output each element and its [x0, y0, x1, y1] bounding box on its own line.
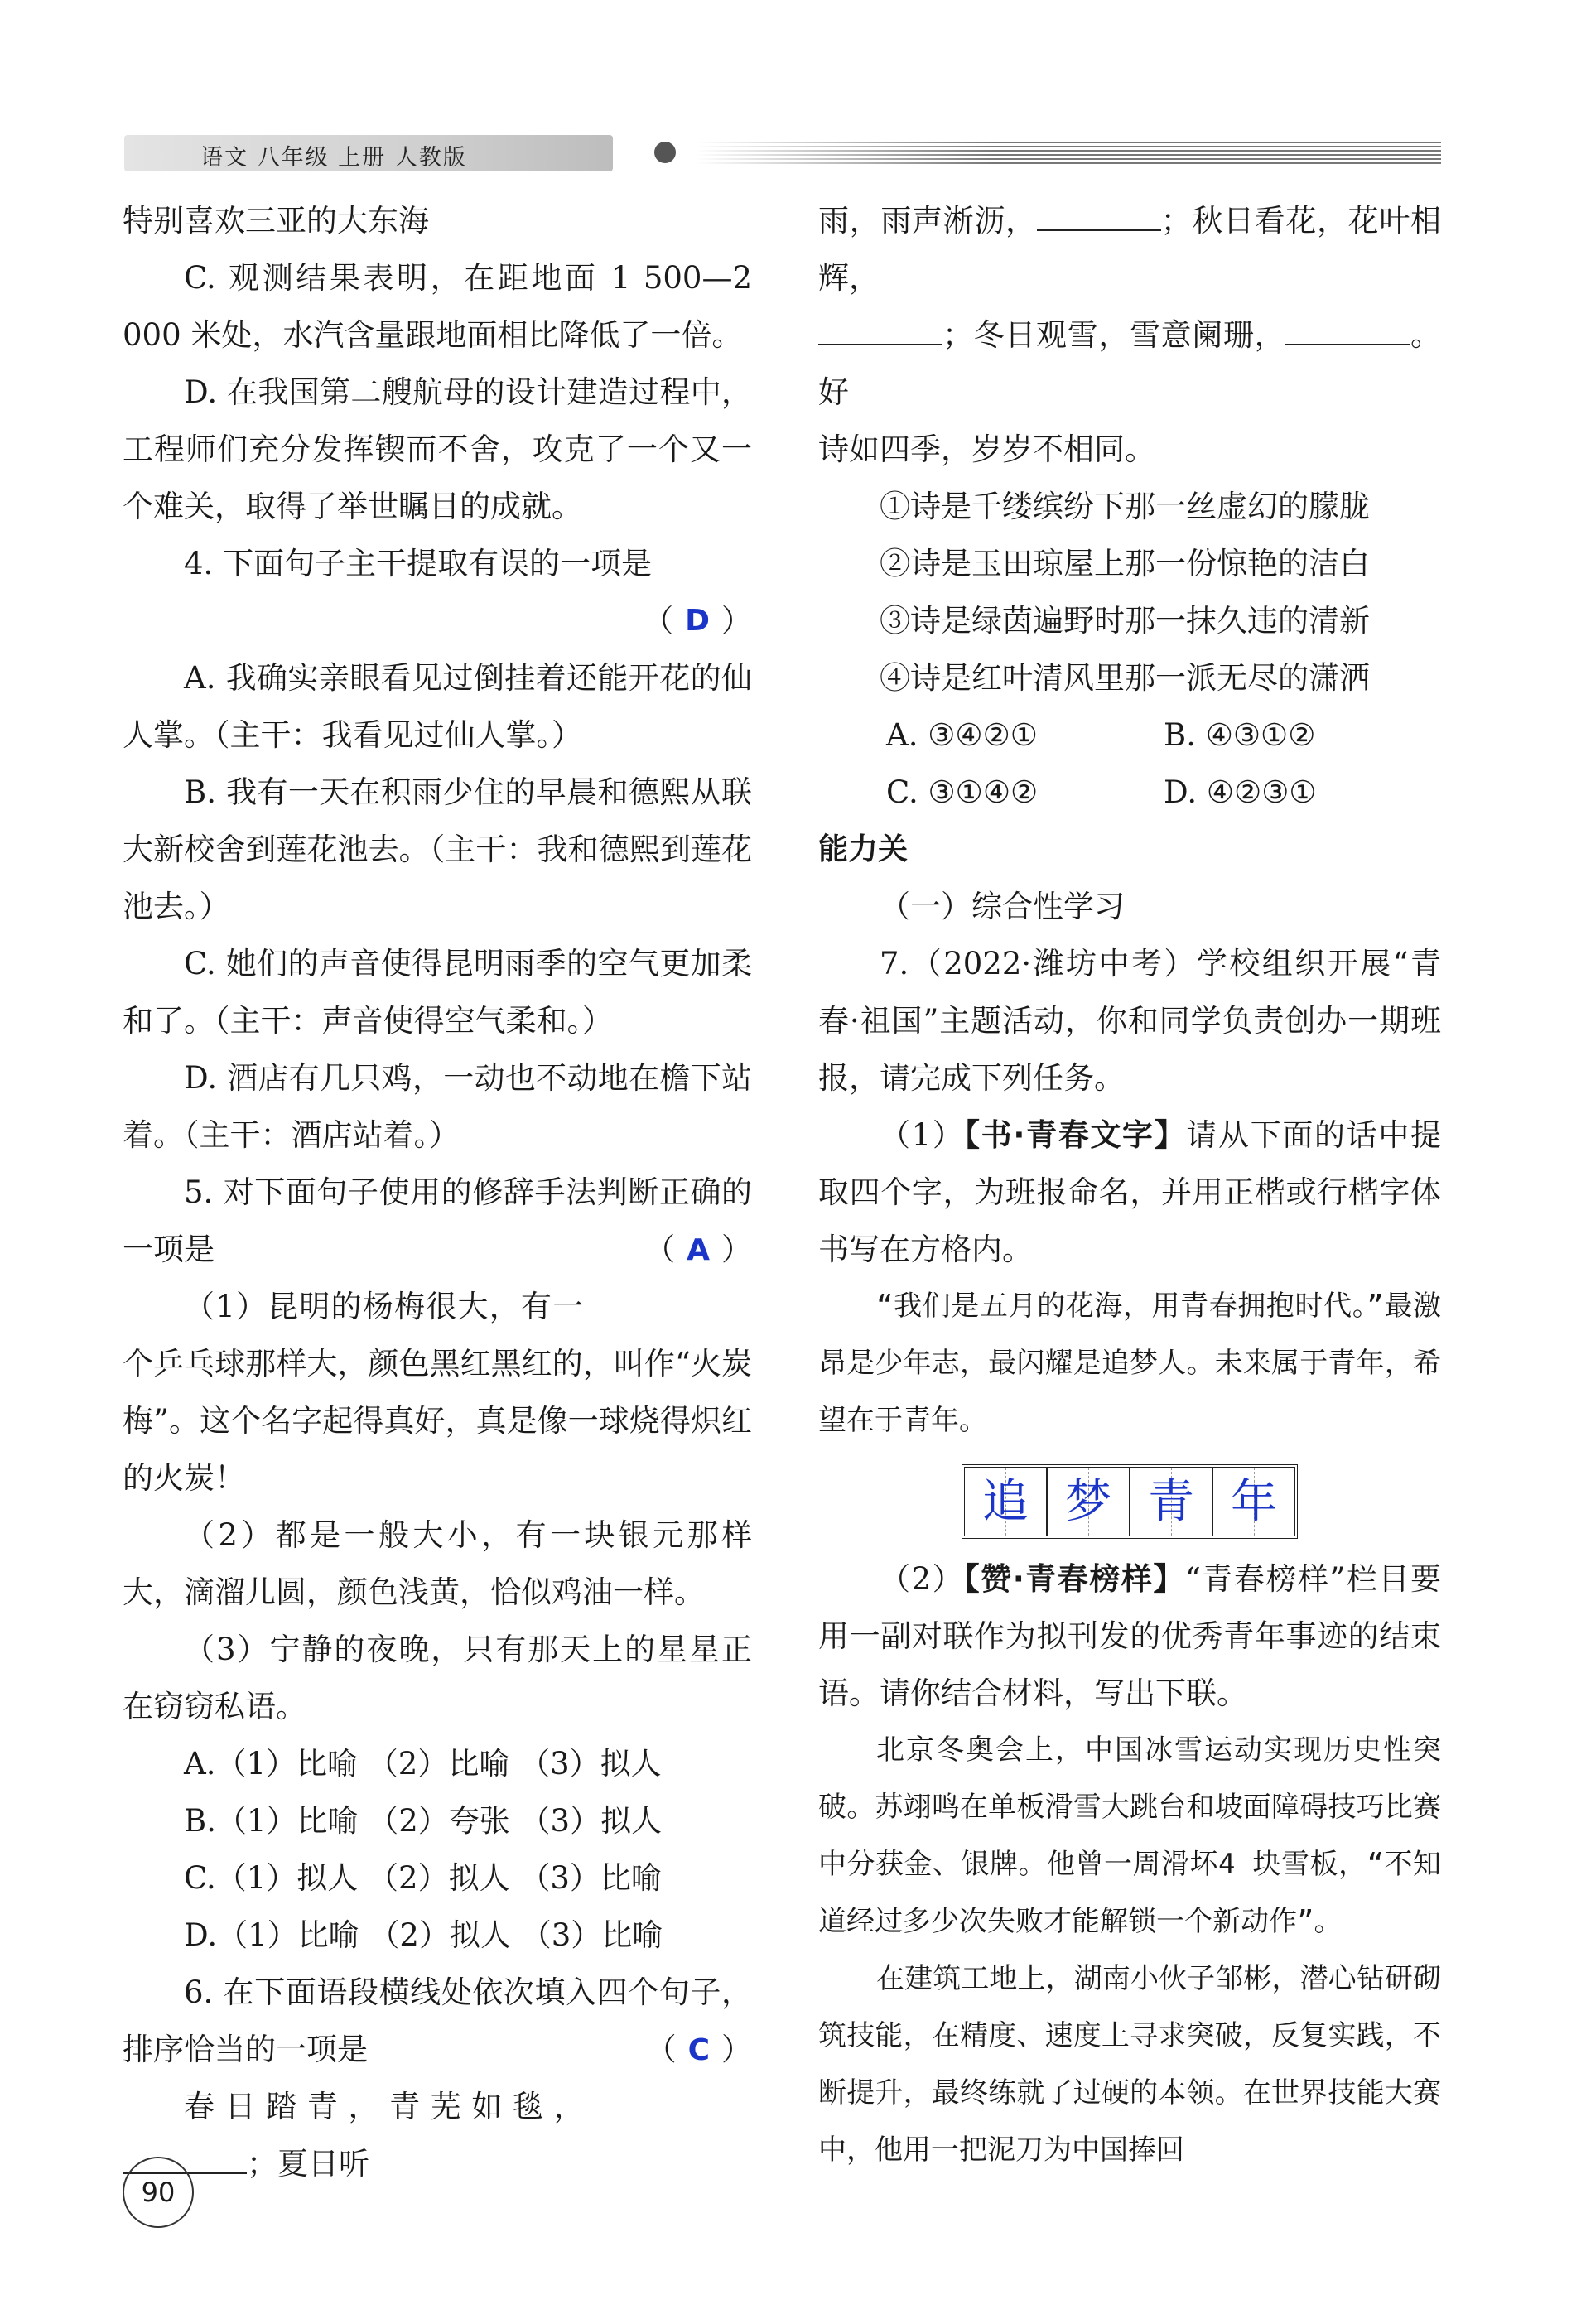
- q5-option-b: B.（1）比喻 （2）夸张 （3）拟人: [184, 1803, 663, 1839]
- page-number: 90: [123, 2157, 194, 2228]
- question-7: 7.（2022·潍坊中考）学校组织开展“青春·祖国”主题活动，你和同学负责创办一期班报，请完成下列任务。: [818, 946, 1441, 1096]
- q6-text: 春日踏青，青芜如毯，；夏日听: [123, 2078, 752, 2192]
- task-1-tag: 【书·青春文字】: [964, 1117, 1187, 1153]
- q4-option-d: D. 酒店有几只鸡，一动也不动地在檐下站着。（主干：酒店站着。）: [123, 1060, 752, 1153]
- q4-option-c: C. 她们的声音使得昆明雨季的空气更加柔和了。（主干：声音使得空气柔和。）: [123, 946, 752, 1039]
- question-6: 6. 在下面语段横线处依次填入四个句子，排序恰当的一项是 （ C ）: [123, 1974, 752, 2067]
- grid-cell: 追: [965, 1468, 1048, 1536]
- answer-4: D: [685, 604, 710, 638]
- q5-sentence-3: （3）宁静的夜晚，只有那天上的星星正在窃窃私语。: [123, 1632, 752, 1724]
- q6-sentence-3: ③诗是绿茵遍野时那一抹久违的清新: [880, 603, 1370, 639]
- left-column: [123, 192, 752, 2192]
- q6-sentence-1: ①诗是千缕缤纷下那一丝虚幻的朦胧: [880, 489, 1370, 524]
- header-rule-lines: [696, 142, 1441, 165]
- option-d: D. 在我国第二艘航母的设计建造过程中，工程师们充分发挥锲而不舍，攻克了一个又一个难关，取得了举世瞩目的成就。: [123, 374, 752, 524]
- section-title: 能力关: [818, 832, 909, 866]
- blank-line: [818, 316, 942, 345]
- q6-sentence-4: ④诗是红叶清风里那一派无尽的潇洒: [880, 660, 1370, 696]
- q5-option-d: D.（1）比喻 （2）拟人 （3）比喻: [184, 1917, 663, 1953]
- grid-cell: 梦: [1048, 1468, 1130, 1536]
- material-1: 北京冬奥会上，中国冰雪运动实现历史性突破。苏翊鸣在单板滑雪大跳台和坡面障碍技巧比赛中分获金、银牌。他曾一周滑坏4 块雪板，“不知道经过多少次失败才能解锁一个新动作”。: [818, 1733, 1441, 1938]
- answer-grid-wrap: [818, 1464, 1441, 1539]
- q5-sentence-2: （2）都是一般大小，有一块银元那样大，滴溜儿圆，颜色浅黄，恰似鸡油一样。: [123, 1517, 752, 1610]
- task-2: （2）【赞·青春榜样】“青春榜样”栏目要用一副对联作为拟刊发的优秀青年事迹的结束语。请你结合材料，写出下联。: [818, 1561, 1441, 1711]
- q6-text-cont-3: 诗如四季，岁岁不相同。: [818, 432, 1155, 467]
- q6-options-ab: A. ③④②① B. ④③①②: [886, 717, 1316, 753]
- task-1: （1）【书·青春文字】请从下面的话中提取四个字，为班报命名，并用正楷或行楷字体书写在方格内。: [818, 1117, 1441, 1267]
- q5-option-a: A.（1）比喻 （2）比喻 （3）拟人: [184, 1746, 662, 1782]
- question-4: 4. 下面句子主干提取有误的一项是: [184, 546, 653, 581]
- answer-6: C: [687, 2033, 710, 2067]
- answer-5: A: [687, 1233, 710, 1267]
- q5-sentence-1: （1）昆明的杨梅很大，有一个乒乓球那样大，颜色黑红黑红的，叫作“火炭梅”。这个名字起得真好，真是像一球烧得炽红的火炭！: [123, 1289, 752, 1496]
- quote-material: “我们是五月的花海，用青春拥抱时代。”最激昂是少年志，最闪耀是追梦人。未来属于青年，希望在于青年。: [818, 1290, 1441, 1437]
- subsection-title: （一）综合性学习: [880, 889, 1125, 924]
- grid-cell: 青: [1130, 1468, 1213, 1536]
- text-line: 特别喜欢三亚的大东海: [123, 203, 429, 239]
- header-title: 语文 八年级 上册 人教版: [200, 145, 467, 171]
- answer-line-4: （ D ）: [123, 592, 752, 649]
- q4-option-a: A. 我确实亲眼看见过倒挂着还能开花的仙人掌。（主干：我看见过仙人掌。）: [123, 660, 752, 753]
- q6-sentence-2: ②诗是玉田琼屋上那一份惊艳的洁白: [880, 546, 1370, 581]
- option-c: C. 观测结果表明，在距地面 1 500—2 000 米处，水汽含量跟地面相比降低了一倍。: [123, 260, 752, 353]
- task-2-tag: 【赞·青春榜样】: [964, 1561, 1185, 1597]
- grid-cell: 年: [1213, 1468, 1294, 1536]
- blank-line: [1285, 316, 1410, 345]
- question-5: 5. 对下面句子使用的修辞手法判断正确的一项是 （ A ）: [123, 1174, 752, 1267]
- header-dot: [654, 142, 676, 163]
- q6-text-cont-1: 雨，雨声淅沥， ；秋日看花，花叶相辉，: [818, 203, 1442, 296]
- blank-line: [1037, 201, 1161, 231]
- right-column: [818, 192, 1441, 2179]
- q5-option-c: C.（1）拟人 （2）拟人 （3）比喻: [184, 1860, 662, 1896]
- answer-grid: [962, 1464, 1298, 1539]
- q6-text-cont-2: ；冬日观雪，雪意阑珊， 。好: [818, 317, 1442, 410]
- material-2: 在建筑工地上，湖南小伙子邹彬，潜心钻研砌筑技能，在精度、速度上寻求突破，反复实践，不断提升，最终练就了过硬的本领。在世界技能大赛中，他用一把泥刀为中国捧回: [818, 1962, 1441, 2167]
- q6-options-cd: C. ③①④② D. ④②③①: [886, 774, 1317, 810]
- page-header: [124, 128, 1441, 176]
- q4-option-b: B. 我有一天在积雨少住的早晨和德熙从联大新校舍到莲花池去。（主干：我和德熙到莲花池去。）: [123, 774, 752, 924]
